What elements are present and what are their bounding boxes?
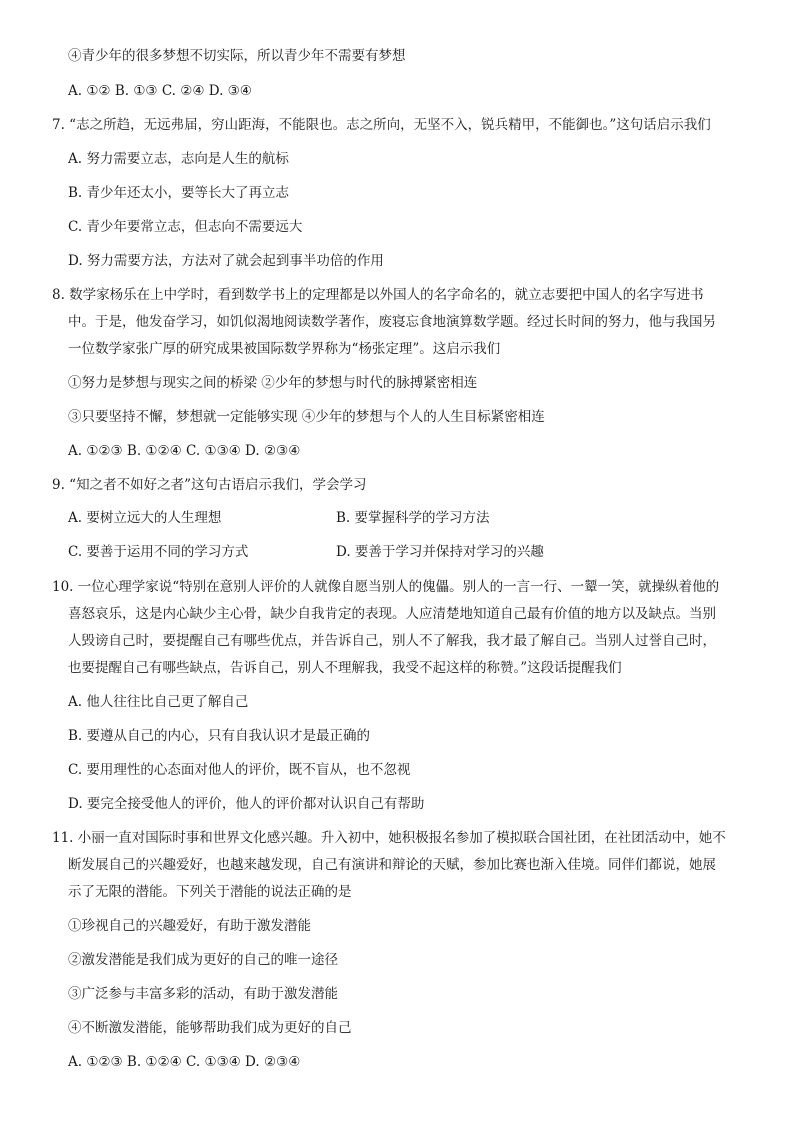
q7-option-b: B. 青少年还太小，要等长大了再立志 [68, 185, 290, 201]
q6-option-4: ④青少年的很多梦想不切实际，所以青少年不需要有梦想 [68, 48, 406, 64]
q7-option-d: D. 努力需要方法，方法对了就会起到事半功倍的作用 [68, 253, 384, 269]
q9-option-b: B. 要掌握科学的学习方法 [336, 510, 490, 526]
q11-answers: A. ①②③ B. ①②④ C. ①③④ D. ②③④ [68, 1054, 301, 1070]
q11-statement-1: ①珍视自己的兴趣爱好，有助于激发潜能 [68, 918, 311, 934]
q9-option-a: A. 要树立远大的人生理想 [68, 510, 222, 526]
q11-stem-line-1: 11. 小丽一直对国际时事和世界文化感兴趣。升入初中，她积极报名参加了模拟联合国社团，在社团活动中，她不 [52, 830, 726, 846]
q9-stem: 9. “知之者不如好之者”这句古语启示我们，学会学习 [52, 477, 367, 493]
q10-stem-line-3: 人毁谤自己时，要提醒自己有哪些优点，并告诉自己，别人不了解我，我才最了解自己。当别人过誉自己时， [68, 633, 716, 649]
q7-option-c: C. 青少年要常立志，但志向不需要远大 [68, 219, 303, 235]
q9-option-c: C. 要善于运用不同的学习方式 [68, 544, 249, 560]
q7-stem: 7. “志之所趋，无远弗届，穷山距海，不能限也。志之所向，无坚不入，锐兵精甲，不能御也。”这句话启示我们 [52, 117, 711, 133]
q8-statements-3-4: ③只要坚持不懈，梦想就一定能够实现 ④少年的梦想与个人的人生目标紧密相连 [68, 409, 545, 425]
q10-option-a: A. 他人往往比自己更了解自己 [68, 694, 249, 710]
q10-stem-line-4: 也要提醒自己有哪些缺点，告诉自己，别人不理解我，我受不起这样的称赞。”这段话提醒我们 [68, 660, 622, 676]
q11-statement-4: ④不断激发潜能，能够帮助我们成为更好的自己 [68, 1020, 352, 1036]
q10-option-b: B. 要遵从自己的内心，只有自我认识才是最正确的 [68, 728, 371, 744]
q11-stem-line-2: 断发展自己的兴趣爱好，也越来越发现，自己有演讲和辩论的天赋，参加比赛也渐入佳境。同伴们都说，她展 [68, 857, 716, 873]
q11-statement-3: ③广泛参与丰富多彩的活动，有助于激发潜能 [68, 986, 338, 1002]
q8-stem-line-2: 中。于是，他发奋学习，如饥似渴地阅读数学著作，废寝忘食地演算数学题。经过长时间的努力，他与我国另 [68, 314, 716, 330]
q11-stem-line-3: 示了无限的潜能。下列关于潜能的说法正确的是 [68, 884, 352, 900]
q8-answers: A. ①②③ B. ①②④ C. ①③④ D. ②③④ [68, 443, 301, 459]
q10-option-d: D. 要完全接受他人的评价，他人的评价都对认识自己有帮助 [68, 796, 425, 812]
q11-statement-2: ②激发潜能是我们成为更好的自己的唯一途径 [68, 952, 338, 968]
q10-stem-line-1: 10. 一位心理学家说“特别在意别人评价的人就像自愿当别人的傀儡。别人的一言一行、一颦一笑，就操纵着他的 [52, 579, 720, 595]
q10-option-c: C. 要用理性的心态面对他人的评价，既不盲从，也不忽视 [68, 762, 411, 778]
q6-answers: A. ①② B. ①③ C. ②④ D. ③④ [68, 83, 252, 99]
q7-option-a: A. 努力需要立志，志向是人生的航标 [68, 151, 289, 167]
q8-stem-line-1: 8. 数学家杨乐在上中学时，看到数学书上的定理都是以外国人的名字命名的，就立志要把中国人的名字写进书 [52, 287, 704, 303]
q8-statements-1-2: ①努力是梦想与现实之间的桥梁 ②少年的梦想与时代的脉搏紧密相连 [68, 375, 478, 391]
q8-stem-line-3: 一位数学家张广厚的研究成果被国际数学界称为“杨张定理”。这启示我们 [68, 341, 501, 357]
q9-option-d: D. 要善于学习并保持对学习的兴趣 [336, 544, 544, 560]
q10-stem-line-2: 喜怒哀乐，这是内心缺少主心骨，缺少自我肯定的表现。人应清楚地知道自己最有价值的地方以及缺点。当别 [68, 606, 716, 622]
